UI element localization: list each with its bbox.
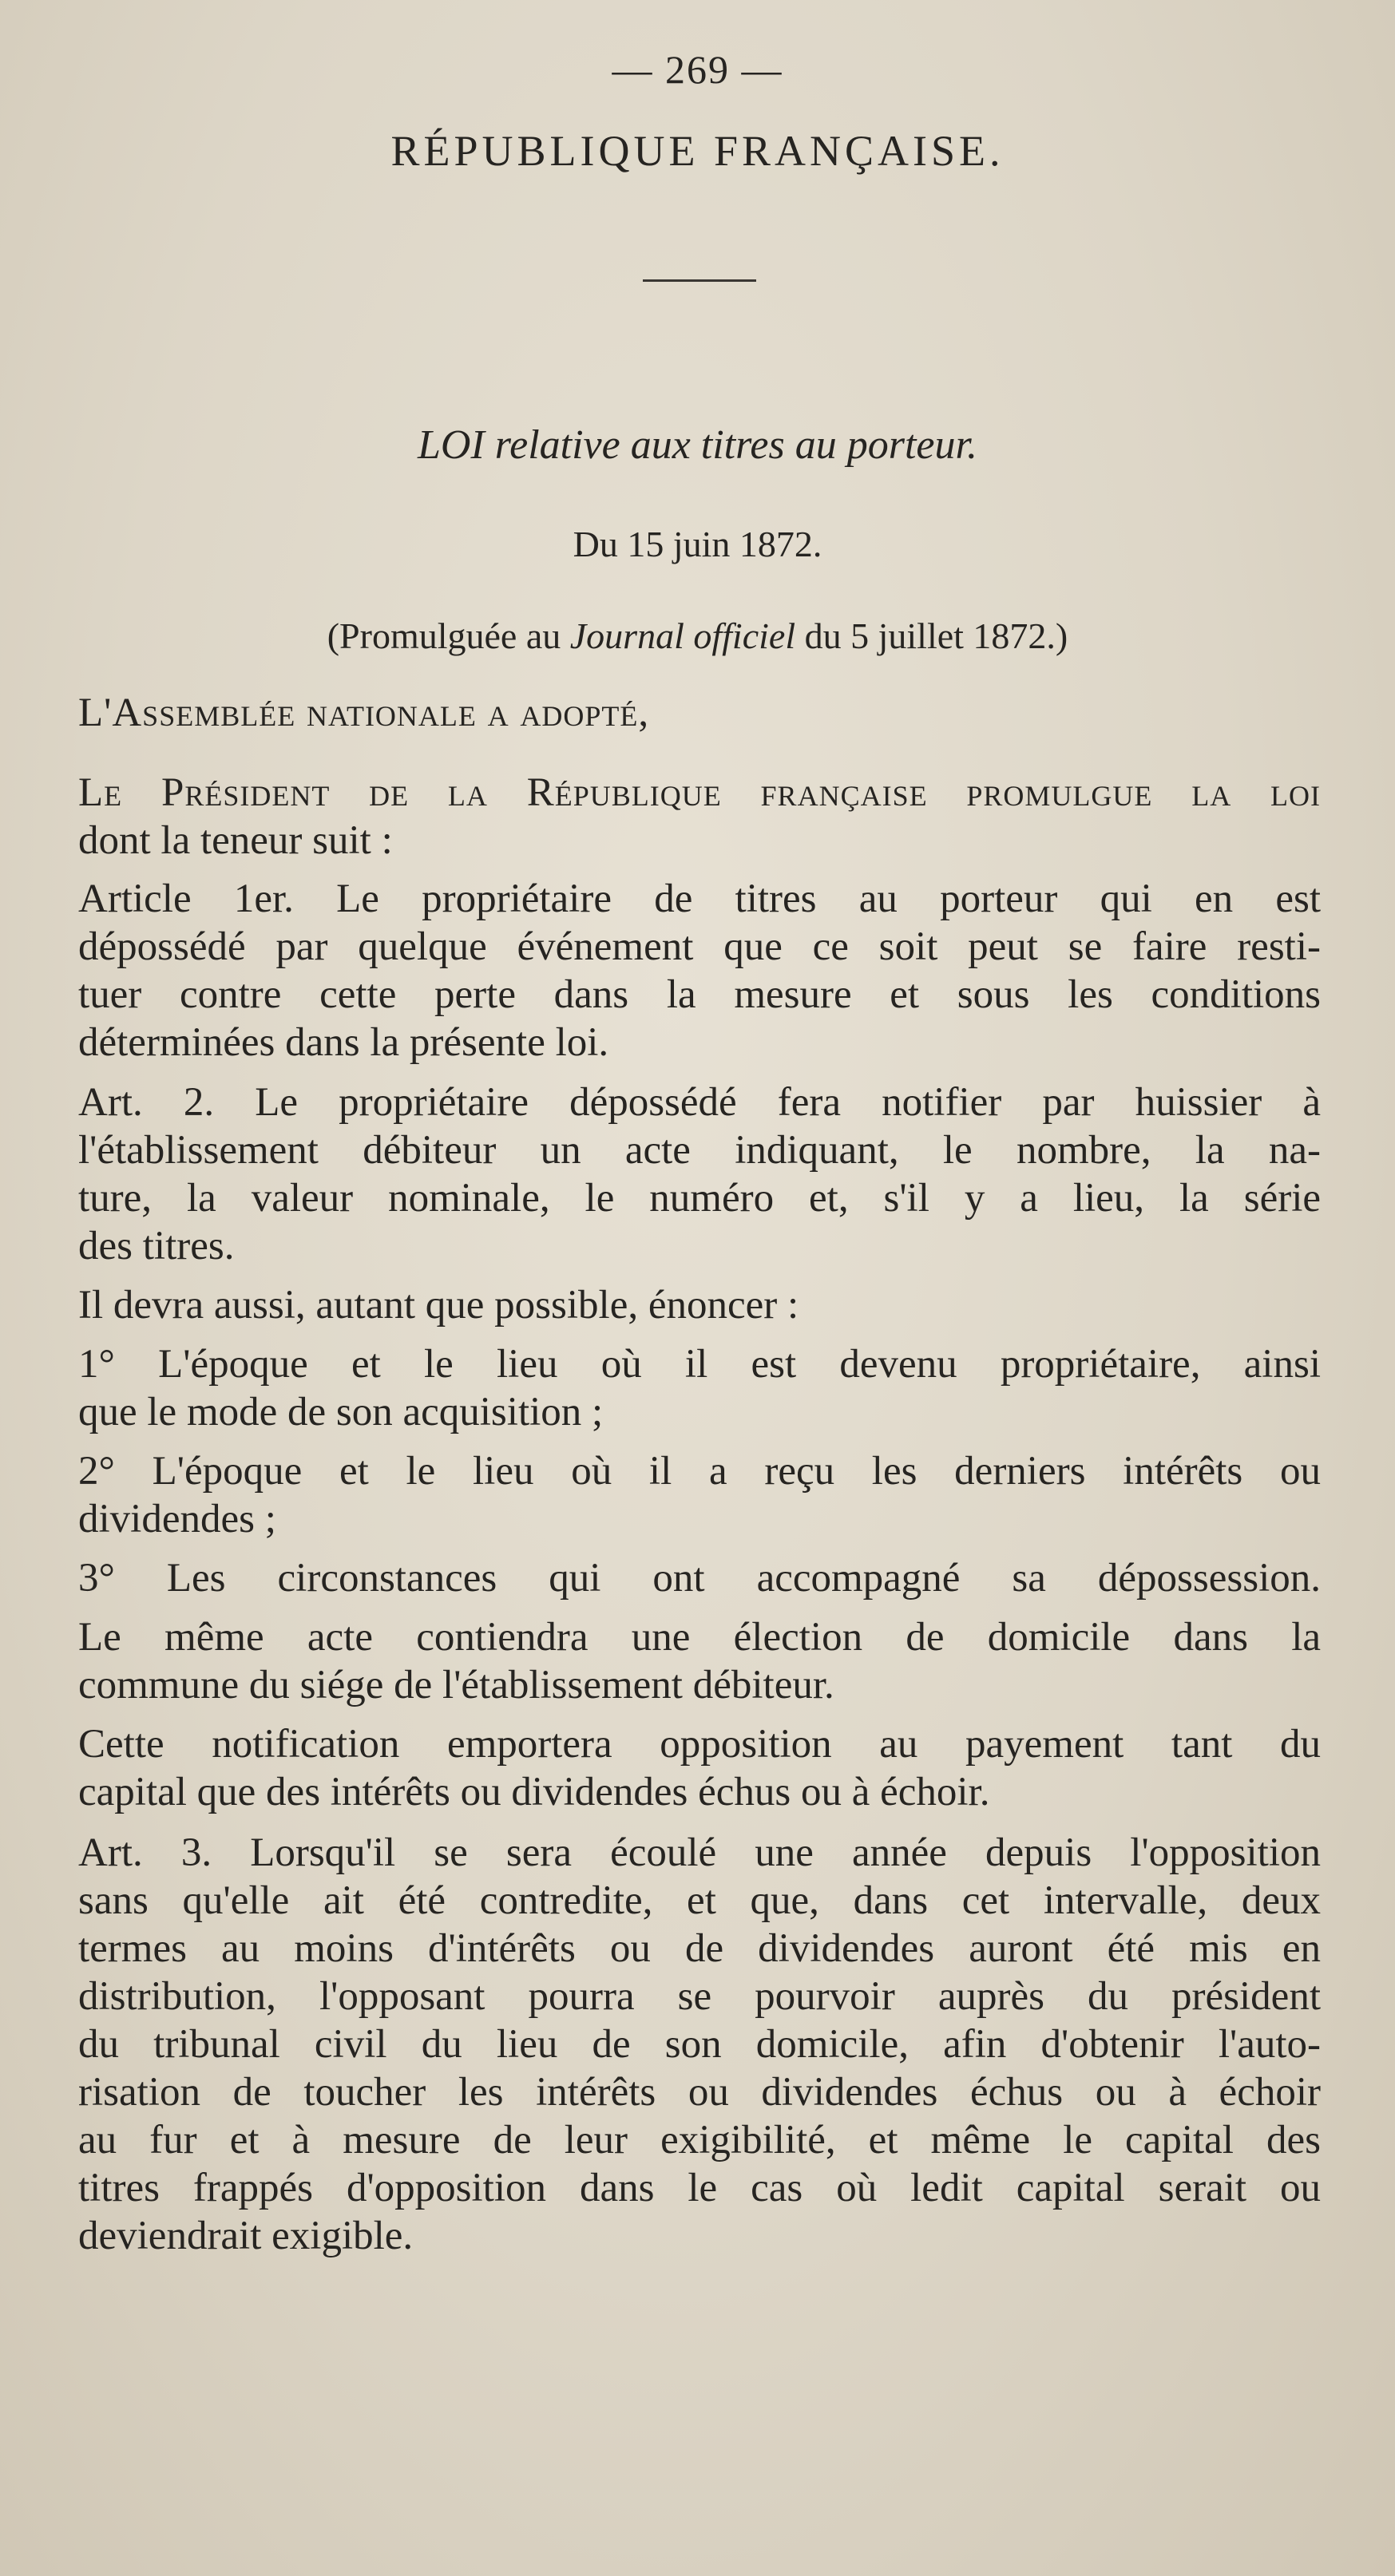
law-date: Du 15 juin 1872. [573, 524, 822, 564]
body-line: dont la teneur suit : [78, 818, 393, 863]
page-number: — 269 — [612, 47, 783, 92]
body-line: ture, la valeur nominale, le numéro et, s'il y a lieu, la série [78, 1176, 1321, 1221]
heading-divider [643, 279, 756, 282]
body-line: Le même acte contiendra une élection de domicile dans la [78, 1615, 1321, 1660]
body-line: capital que des intérêts ou dividendes échus ou à échoir. [78, 1770, 990, 1814]
promulgation-prefix: (Promulguée au [327, 615, 570, 656]
body-line: termes au moins d'intérêts ou de dividendes auront été mis en [78, 1926, 1321, 1971]
body-line: déterminées dans la présente loi. [78, 1020, 609, 1065]
president-line: Le Président de la République française promulgue la loi [78, 770, 1321, 815]
body-line: du tribunal civil du lieu de son domicile, afin d'obtenir l'auto- [78, 2022, 1321, 2067]
promulgation-journal: Journal officiel [569, 615, 796, 656]
article-2-line: Art. 2. Le propriétaire dépossédé fera notifier par huissier à [78, 1080, 1321, 1125]
body-line: l'établissement débiteur un acte indiquant, le nombre, la na- [78, 1128, 1321, 1173]
list-item-1-line: 1° L'époque et le lieu où il est devenu propriétaire, ainsi [78, 1342, 1321, 1387]
body-line: dépossédé par quelque événement que ce soit peut se faire resti- [78, 924, 1321, 969]
list-item-3-line: 3° Les circonstances qui ont accompagné sa dépossession. [78, 1556, 1321, 1601]
body-line: distribution, l'opposant pourra se pourvoir auprès du président [78, 1974, 1321, 2019]
law-title: LOI relative aux titres au porteur. [418, 422, 977, 468]
body-line: dividendes ; [78, 1497, 276, 1541]
body-line: titres frappés d'opposition dans le cas où ledit capital serait ou [78, 2166, 1321, 2210]
document-heading: RÉPUBLIQUE FRANÇAISE. [390, 127, 1005, 175]
body-line: que le mode de son acquisition ; [78, 1390, 604, 1434]
body-line: commune du siége de l'établissement débiteur. [78, 1663, 834, 1707]
body-line: tuer contre cette perte dans la mesure et sous les conditions [78, 972, 1321, 1017]
body-line: Cette notification emportera opposition au payement tant du [78, 1722, 1321, 1767]
body-line: Il devra aussi, autant que possible, énoncer : [78, 1283, 799, 1328]
article-1-line: Article 1er. Le propriétaire de titres au porteur qui en est [78, 876, 1321, 921]
body-line: risation de toucher les intérêts ou dividendes échus ou à échoir [78, 2070, 1321, 2115]
list-item-2-line: 2° L'époque et le lieu où il a reçu les derniers intérêts ou [78, 1449, 1321, 1494]
body-line: des titres. [78, 1224, 235, 1268]
body-line: au fur et à mesure de leur exigibilité, et même le capital des [78, 2118, 1321, 2162]
promulgation-suffix: du 5 juillet 1872.) [795, 615, 1068, 656]
body-line: deviendrait exigible. [78, 2214, 414, 2258]
body-line: sans qu'elle ait été contredite, et que, dans cet intervalle, deux [78, 1878, 1321, 1923]
promulgation-note [0, 615, 1395, 657]
assembly-line: L'Assemblée nationale a adopté, [78, 690, 650, 735]
article-3-line: Art. 3. Lorsqu'il se sera écoulé une année depuis l'opposition [78, 1830, 1321, 1875]
